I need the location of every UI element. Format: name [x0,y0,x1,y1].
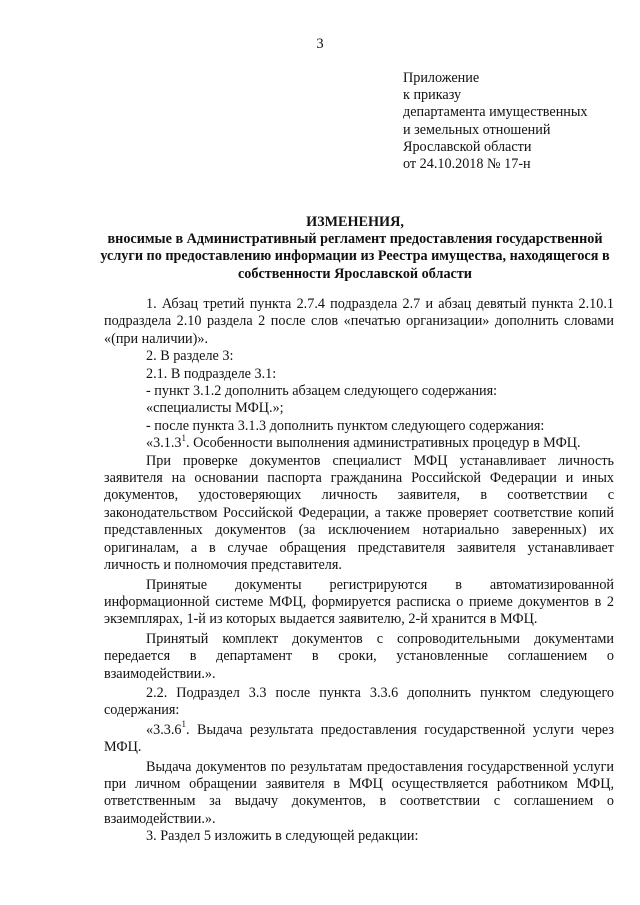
appendix-line: Приложение [403,70,480,86]
paragraph: Выдача документов по результатам предоставления государственной услуги при личном обращении заявителя в МФЦ осуществляется работником МФЦ, ответственным за выдачу документов, в соответствии с соглашением о взаимодействии.». [104,758,614,827]
appendix-line: к приказу [403,87,462,104]
page-number: 3 [316,36,324,52]
ref-superscript: 1 [181,432,186,443]
appendix-line: департамента имущественных [403,104,588,121]
ref-dot: . [185,721,190,738]
appendix-line: от 24.10.2018 № 17-н [403,156,531,173]
paragraph: Принятые документы регистрируются в автоматизированной информационной системе МФЦ, формируется расписка о приеме документов в 2 экземплярах, 1-й из которых выдается заявителю, 2-й хранится в МФЦ. [104,576,614,628]
document-body [104,296,614,846]
appendix-line: и земельных отношений [403,121,551,138]
paragraph: 2.1. В подразделе 3.1: [146,365,277,382]
paragraph: «специалисты МФЦ.»; [146,400,284,417]
ref-superscript: 1 [181,719,186,730]
paragraph: 2. В разделе 3: [146,348,234,365]
paragraph: - после пункта 3.1.3 дополнить пунктом следующего содержания: [146,417,545,434]
paragraph-text: Выдача результата предоставления государственной услуги через МФЦ. [104,721,614,756]
ref-dot: . [185,435,190,452]
paragraph: 1. Абзац третий пункта 2.7.4 подраздела 2.7 и абзац девятый пункта 2.10.1 подраздела 2.10 раздела 2 после слов «печатью организации» дополнить словами «(при наличии)». [104,296,614,347]
paragraph: 3. Раздел 5 изложить в следующей редакции: [146,828,419,845]
ref-number: «3.3.6 [146,721,182,738]
document-subtitle: вносимые в Административный регламент предоставления государственной услуги по предоставлению информации из Реестра имущества, находящегося в собственности Ярославской области [100,231,610,282]
paragraph: - пункт 3.1.2 дополнить абзацем следующего содержания: [146,383,498,400]
paragraph: При проверке документов специалист МФЦ устанавливает личность заявителя на основании паспорта гражданина Российской Федерации и иных документов, удостоверяющих личность заявителя, в соответствии с законодательством Российской Федерации, а также проверяет соответствие копий представленных документов (за исключением нотариально заверенных) их оригиналам, а в случае обращения представителя заявителя устанавливает личность и полномочия представителя. [104,452,614,574]
paragraph-313 [104,432,614,452]
document-title: ИЗМЕНЕНИЯ, [306,214,404,230]
paragraph-336 [104,719,614,757]
paragraph: Принятый комплект документов с сопроводительными документами передается в департамент в сроки, установленные соглашением о взаимодействии.». [104,630,614,682]
paragraph: 2.2. Подраздел 3.3 после пункта 3.3.6 дополнить пунктом следующего содержания: [104,684,614,719]
appendix-line: Ярославской области [403,138,532,155]
ref-number: «3.1.3 [146,435,182,452]
paragraph-text: Особенности выполнения административных процедур в МФЦ. [193,435,581,452]
appendix-block [403,70,623,173]
